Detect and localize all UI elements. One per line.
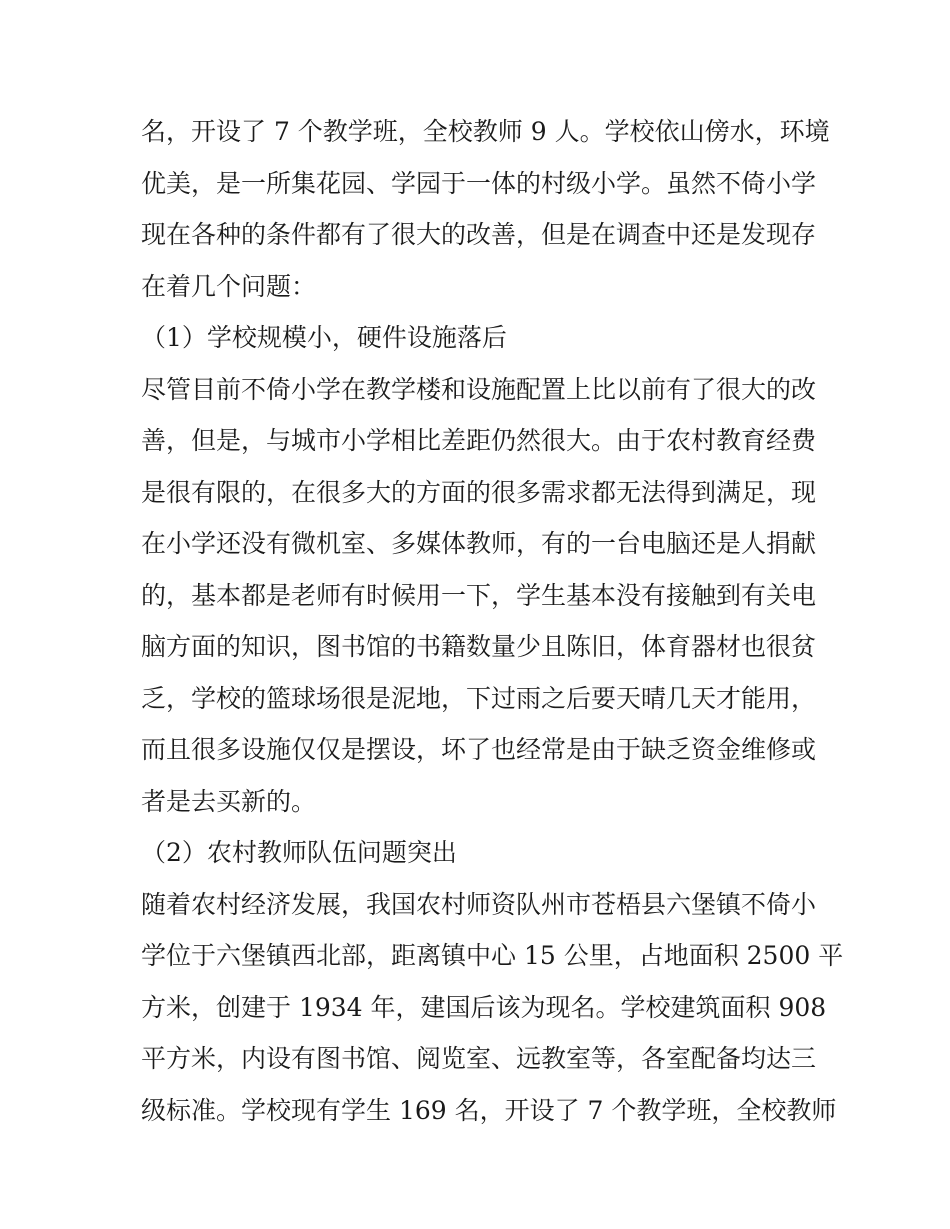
text-line: 名，开设了 7 个教学班，全校教师 9 人。学校依山傍水，环境 xyxy=(141,117,830,146)
text-line: 尽管目前不倚小学在教学楼和设施配置上比以前有了很大的改 xyxy=(141,374,817,404)
text-line: 者是去买新的。 xyxy=(141,786,317,816)
section-heading-1: （1）学校规模小，硬件设施落后 xyxy=(141,323,507,352)
text-line: 在小学还没有微机室、多媒体教师，有的一台电脑还是人捐献 xyxy=(141,529,817,558)
text-line: 优美，是一所集花园、学园于一体的村级小学。虽然不倚小学 xyxy=(141,168,817,198)
text-line: 而且很多设施仅仅是摆设，坏了也经常是由于缺乏资金维修或 xyxy=(141,735,817,764)
text-line: 随着农村经济发展，我国农村师资队州市苍梧县六堡镇不倚小 xyxy=(141,889,817,919)
text-line: 在着几个问题： xyxy=(141,271,317,301)
text-line: 现在各种的条件都有了很大的改善，但是在调查中还是发现存 xyxy=(141,220,817,249)
section-heading-2: （2）农村教师队伍问题突出 xyxy=(141,838,457,867)
text-line: 方米，创建于 1934 年，建国后该为现名。学校建筑面积 908 xyxy=(141,992,827,1022)
text-line: 的，基本都是老师有时候用一下，学生基本没有接触到有关电 xyxy=(141,580,817,610)
text-line: 脑方面的知识，图书馆的书籍数量少且陈旧，体育器材也很贫 xyxy=(141,632,817,661)
body-text xyxy=(141,106,844,1136)
text-line: 乏，学校的篮球场很是泥地，下过雨之后要天晴几天才能用， xyxy=(141,683,817,713)
text-line: 是很有限的，在很多大的方面的很多需求都无法得到满足，现 xyxy=(141,477,817,507)
text-line: 学位于六堡镇西北部，距离镇中心 15 公里，占地面积 2500 平 xyxy=(141,941,844,970)
text-line: 级标准。学校现有学生 169 名，开设了 7 个教学班，全校教师 xyxy=(141,1095,837,1125)
text-line: 平方米，内设有图书馆、阅览室、远教室等，各室配备均达三 xyxy=(141,1044,817,1073)
text-line: 善，但是，与城市小学相比差距仍然很大。由于农村教育经费 xyxy=(141,426,817,455)
